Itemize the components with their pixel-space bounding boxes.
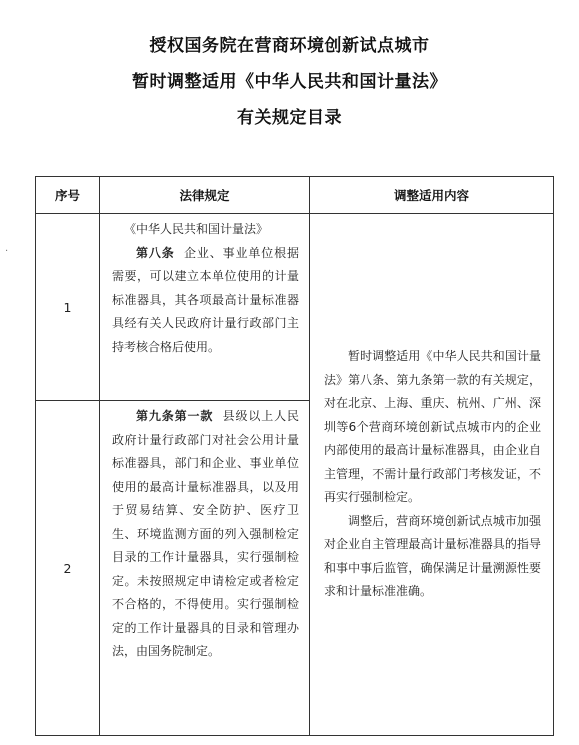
margin-dot: ·: [5, 246, 9, 257]
row-1-article-label: 第八条: [136, 245, 175, 260]
header-index: 序号: [36, 177, 100, 214]
adjustment-paragraph-2: 调整后，营商环境创新试点城市加强对企业自主管理最高计量标准器具的指导和事中事后监管，确保满足计量溯源性要求和计量标准准确。: [324, 513, 541, 599]
row-2-index: 2: [36, 401, 100, 736]
regulation-table: [35, 176, 554, 736]
row-2-article: [112, 405, 299, 664]
table-row: [36, 214, 554, 401]
document-title: [0, 28, 579, 136]
row-2-article-label: 第九条第一款: [136, 409, 214, 423]
adjustment-content: [310, 214, 554, 736]
row-1-law: [100, 214, 310, 401]
table-header-row: [36, 177, 554, 214]
header-adjustment: 调整适用内容: [310, 177, 554, 214]
title-line-2: 暂时调整适用《中华人民共和国计量法》: [132, 72, 447, 92]
row-1-article-text: 企业、事业单位根据需要，可以建立本单位使用的计量标准器具，其各项最高计量标准器具经有关人民政府计量行政部门主持考核合格后使用。: [112, 245, 299, 354]
adjustment-paragraph-1: 暂时调整适用《中华人民共和国计量法》第八条、第九条第一款的有关规定，对在北京、上海、重庆、杭州、广州、深圳等6个营商环境创新试点城市内的企业内部使用的最高计量标准器具，由企业自主管理，不需计量行政部门考核发证，不再实行强制检定。: [324, 349, 541, 505]
row-1-article: [112, 242, 299, 360]
header-law: 法律规定: [100, 177, 310, 214]
row-2-law: [100, 401, 310, 736]
title-line-1: 授权国务院在营商环境创新试点城市: [149, 36, 430, 56]
row-1-law-title: 《中华人民共和国计量法》: [124, 222, 269, 236]
row-1-index: 1: [36, 214, 100, 401]
row-2-article-text: 县级以上人民政府计量行政部门对社会公用计量标准器具，部门和企业、事业单位使用的最高计量标准器具，以及用于贸易结算、安全防护、医疗卫生、环境监测方面的列入强制检定目录的工作计量器具，实行强制检定。未按照规定申请检定或者检定不合格的，不得使用。实行强制检定的工作计量器具的目录和管理办法，由国务院制定。: [112, 409, 299, 658]
title-line-3: 有关规定目录: [237, 108, 342, 128]
